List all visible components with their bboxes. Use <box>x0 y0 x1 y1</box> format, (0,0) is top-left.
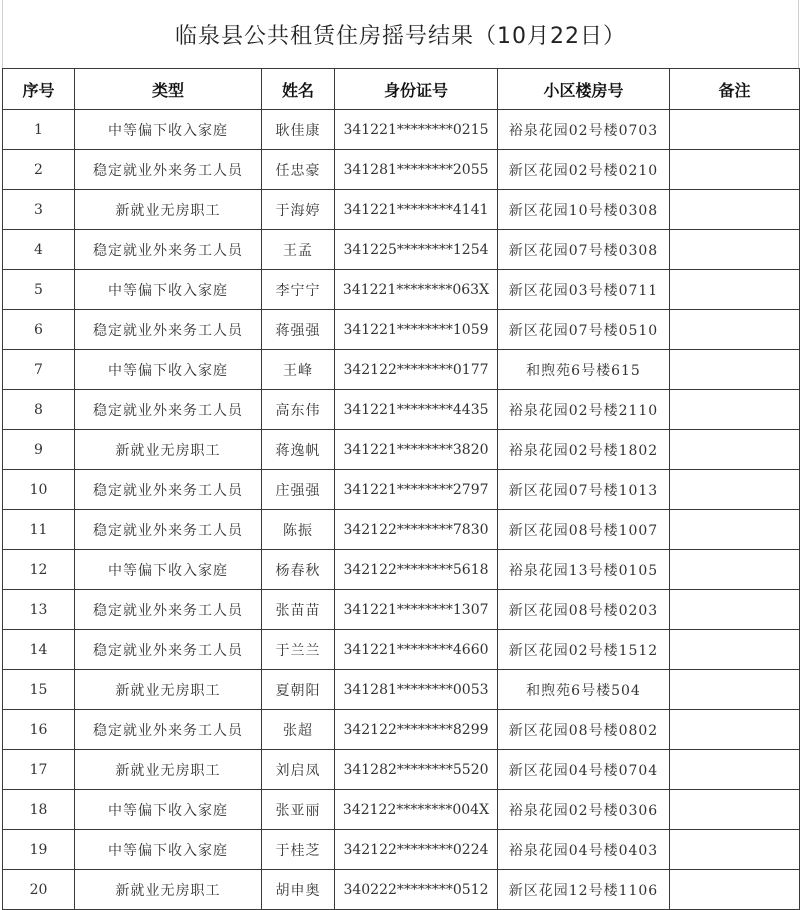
row-building-unit: 新区花园08号楼0203 <box>498 590 670 630</box>
row-building-unit: 裕泉花园04号楼0403 <box>498 830 670 870</box>
row-id-number: 341221********1059 <box>335 310 498 350</box>
row-type: 稳定就业外来务工人员 <box>75 510 262 550</box>
row-id-number: 341281********0053 <box>335 670 498 710</box>
row-number: 13 <box>3 590 75 630</box>
row-name: 耿佳康 <box>262 110 335 150</box>
row-building-unit: 新区花园07号楼1013 <box>498 470 670 510</box>
row-id-number: 341221********2797 <box>335 470 498 510</box>
row-number: 7 <box>3 350 75 390</box>
row-remarks <box>670 350 800 390</box>
row-id-number: 342122********004X <box>335 790 498 830</box>
row-building-unit: 新区花园07号楼0510 <box>498 310 670 350</box>
row-name: 王孟 <box>262 230 335 270</box>
row-type: 中等偏下收入家庭 <box>75 830 262 870</box>
row-type: 中等偏下收入家庭 <box>75 110 262 150</box>
row-number: 16 <box>3 710 75 750</box>
row-number: 12 <box>3 550 75 590</box>
page-title: 临泉县公共租赁住房摇号结果（10月22日） <box>175 23 626 49</box>
row-id-number: 341221********063X <box>335 270 498 310</box>
table-row <box>3 110 800 150</box>
row-id-number: 341221********1307 <box>335 590 498 630</box>
row-name: 杨春秋 <box>262 550 335 590</box>
table-row <box>3 790 800 830</box>
row-type: 稳定就业外来务工人员 <box>75 310 262 350</box>
table-row <box>3 310 800 350</box>
row-type: 稳定就业外来务工人员 <box>75 390 262 430</box>
table-row <box>3 590 800 630</box>
row-type: 新就业无房职工 <box>75 190 262 230</box>
row-building-unit: 裕泉花园13号楼0105 <box>498 550 670 590</box>
header-name: 姓名 <box>262 69 335 110</box>
row-type: 中等偏下收入家庭 <box>75 550 262 590</box>
row-remarks <box>670 550 800 590</box>
row-id-number: 341221********4141 <box>335 190 498 230</box>
table-row <box>3 350 800 390</box>
header-type: 类型 <box>75 69 262 110</box>
row-number: 1 <box>3 110 75 150</box>
row-building-unit: 新区花园10号楼0308 <box>498 190 670 230</box>
row-building-unit: 裕泉花园02号楼1802 <box>498 430 670 470</box>
row-remarks <box>670 590 800 630</box>
row-remarks <box>670 830 800 870</box>
row-building-unit: 和煦苑6号楼504 <box>498 670 670 710</box>
row-building-unit: 新区花园08号楼0802 <box>498 710 670 750</box>
row-number: 6 <box>3 310 75 350</box>
row-remarks <box>670 190 800 230</box>
row-number: 4 <box>3 230 75 270</box>
table-row <box>3 190 800 230</box>
row-name: 蒋逸帆 <box>262 430 335 470</box>
header-remarks: 备注 <box>670 69 800 110</box>
table-row <box>3 830 800 870</box>
row-number: 17 <box>3 750 75 790</box>
row-building-unit: 裕泉花园02号楼2110 <box>498 390 670 430</box>
row-remarks <box>670 790 800 830</box>
row-id-number: 341282********5520 <box>335 750 498 790</box>
row-type: 稳定就业外来务工人员 <box>75 590 262 630</box>
row-remarks <box>670 710 800 750</box>
table-row <box>3 510 800 550</box>
row-id-number: 341221********4435 <box>335 390 498 430</box>
row-name: 李宁宁 <box>262 270 335 310</box>
row-id-number: 342122********0224 <box>335 830 498 870</box>
row-type: 稳定就业外来务工人员 <box>75 230 262 270</box>
row-type: 稳定就业外来务工人员 <box>75 470 262 510</box>
row-name: 胡申奥 <box>262 870 335 910</box>
row-remarks <box>670 270 800 310</box>
row-remarks <box>670 470 800 510</box>
row-remarks <box>670 150 800 190</box>
table-row <box>3 270 800 310</box>
lottery-result-table <box>2 68 800 910</box>
row-number: 9 <box>3 430 75 470</box>
table-row <box>3 630 800 670</box>
row-building-unit: 新区花园04号楼0704 <box>498 750 670 790</box>
row-type: 中等偏下收入家庭 <box>75 790 262 830</box>
row-name: 刘启凤 <box>262 750 335 790</box>
table-row <box>3 230 800 270</box>
header-id-number: 身份证号 <box>335 69 498 110</box>
table-row <box>3 750 800 790</box>
row-id-number: 341221********4660 <box>335 630 498 670</box>
row-id-number: 342122********8299 <box>335 710 498 750</box>
row-id-number: 341225********1254 <box>335 230 498 270</box>
row-building-unit: 裕泉花园02号楼0703 <box>498 110 670 150</box>
row-building-unit: 新区花园07号楼0308 <box>498 230 670 270</box>
row-number: 8 <box>3 390 75 430</box>
row-id-number: 340222********0512 <box>335 870 498 910</box>
row-type: 中等偏下收入家庭 <box>75 270 262 310</box>
row-building-unit: 新区花园12号楼1106 <box>498 870 670 910</box>
header-building-unit: 小区楼房号 <box>498 69 670 110</box>
row-type: 新就业无房职工 <box>75 750 262 790</box>
row-name: 张苗苗 <box>262 590 335 630</box>
row-name: 张超 <box>262 710 335 750</box>
row-building-unit: 和煦苑6号楼615 <box>498 350 670 390</box>
row-number: 2 <box>3 150 75 190</box>
row-type: 新就业无房职工 <box>75 670 262 710</box>
row-building-unit: 新区花园03号楼0711 <box>498 270 670 310</box>
row-name: 高东伟 <box>262 390 335 430</box>
row-name: 王峰 <box>262 350 335 390</box>
row-name: 于海婷 <box>262 190 335 230</box>
row-building-unit: 新区花园02号楼0210 <box>498 150 670 190</box>
row-number: 18 <box>3 790 75 830</box>
row-remarks <box>670 310 800 350</box>
row-name: 于兰兰 <box>262 630 335 670</box>
row-name: 蒋强强 <box>262 310 335 350</box>
row-id-number: 342122********7830 <box>335 510 498 550</box>
row-type: 稳定就业外来务工人员 <box>75 710 262 750</box>
row-name: 于桂芝 <box>262 830 335 870</box>
row-building-unit: 新区花园08号楼1007 <box>498 510 670 550</box>
row-remarks <box>670 630 800 670</box>
table-row <box>3 390 800 430</box>
row-remarks <box>670 110 800 150</box>
row-number: 10 <box>3 470 75 510</box>
row-number: 15 <box>3 670 75 710</box>
row-type: 中等偏下收入家庭 <box>75 350 262 390</box>
row-building-unit: 裕泉花园02号楼0306 <box>498 790 670 830</box>
row-type: 稳定就业外来务工人员 <box>75 630 262 670</box>
table-row <box>3 670 800 710</box>
table-row <box>3 430 800 470</box>
row-number: 3 <box>3 190 75 230</box>
row-remarks <box>670 870 800 910</box>
row-name: 任忠豪 <box>262 150 335 190</box>
row-type: 新就业无房职工 <box>75 430 262 470</box>
row-number: 14 <box>3 630 75 670</box>
row-remarks <box>670 750 800 790</box>
row-name: 夏朝阳 <box>262 670 335 710</box>
header-no: 序号 <box>3 69 75 110</box>
row-id-number: 342122********5618 <box>335 550 498 590</box>
row-id-number: 341221********0215 <box>335 110 498 150</box>
row-building-unit: 新区花园02号楼1512 <box>498 630 670 670</box>
row-number: 19 <box>3 830 75 870</box>
table-header-row <box>3 69 800 110</box>
row-name: 张亚丽 <box>262 790 335 830</box>
row-remarks <box>670 390 800 430</box>
row-type: 新就业无房职工 <box>75 870 262 910</box>
row-number: 5 <box>3 270 75 310</box>
row-remarks <box>670 430 800 470</box>
table-row <box>3 550 800 590</box>
row-id-number: 341281********2055 <box>335 150 498 190</box>
row-remarks <box>670 510 800 550</box>
row-type: 稳定就业外来务工人员 <box>75 150 262 190</box>
row-id-number: 342122********0177 <box>335 350 498 390</box>
table-row <box>3 150 800 190</box>
table-row <box>3 710 800 750</box>
row-remarks <box>670 670 800 710</box>
table-row <box>3 870 800 910</box>
row-remarks <box>670 230 800 270</box>
row-id-number: 341221********3820 <box>335 430 498 470</box>
row-name: 庄强强 <box>262 470 335 510</box>
row-number: 11 <box>3 510 75 550</box>
row-name: 陈振 <box>262 510 335 550</box>
table-row <box>3 470 800 510</box>
row-number: 20 <box>3 870 75 910</box>
